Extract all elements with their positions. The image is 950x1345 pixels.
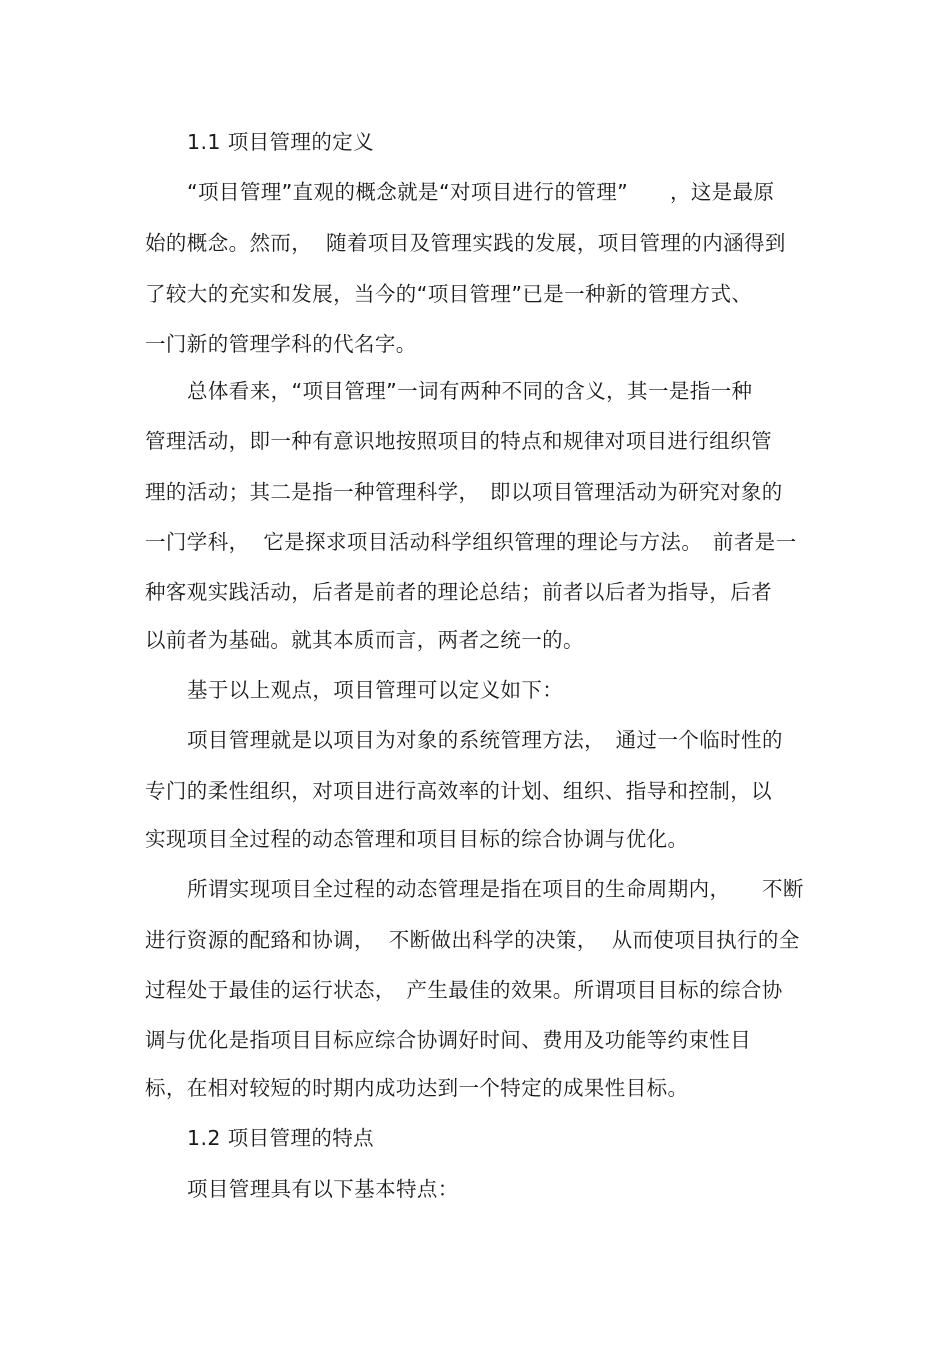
paragraph-line: 种客观实践活动，后者是前者的理论总结；前者以后者为指导，后者 (145, 580, 772, 604)
paragraph-line: 项目管理具有以下基本特点： (187, 1177, 459, 1201)
section-heading-1-2: 1.2 项目管理的特点 (187, 1126, 375, 1150)
paragraph-line: 了较大的充实和发展，当今的“项目管理”已是一种新的管理方式、 (145, 282, 753, 306)
paragraph-line: 以前者为基础。就其本质而言，两者之统一的。 (145, 628, 584, 652)
paragraph-line: 过程处于最佳的运行状态， 产生最佳的效果。所谓项目目标的综合协 (145, 978, 783, 1002)
paragraph-line: 专门的柔性组织，对项目进行高效率的计划、组织、指导和控制，以 (145, 779, 772, 803)
section-heading-1-1: 1.1 项目管理的定义 (187, 130, 375, 154)
paragraph-line: 一门学科， 它是探求项目活动科学组织管理的理论与方法。 前者是一 (145, 530, 797, 554)
paragraph-line: 实现项目全过程的动态管理和项目目标的综合协调与优化。 (145, 827, 689, 851)
paragraph-line: 管理活动，即一种有意识地按照项目的特点和规律对项目进行组织管 (145, 429, 772, 453)
paragraph-line: 进行资源的配臵和协调， 不断做出科学的决策， 从而使项目执行的全 (145, 928, 800, 952)
paragraph-line: 所谓实现项目全过程的动态管理是指在项目的生命周期内， 不断 (187, 877, 804, 901)
paragraph-line: “项目管理”直观的概念就是“对项目进行的管理” ，这是最原 (187, 180, 775, 204)
paragraph-line: 理的活动；其二是指一种管理科学， 即以项目管理活动为研究对象的 (145, 480, 783, 504)
paragraph-line: 一门新的管理学科的代名字。 (145, 332, 417, 356)
paragraph-line: 调与优化是指项目目标应综合协调好时间、费用及功能等约束性目 (145, 1028, 752, 1052)
paragraph-line: 始的概念。然而， 随着项目及管理实践的发展，项目管理的内涵得到 (145, 231, 786, 255)
paragraph-line: 项目管理就是以项目为对象的系统管理方法， 通过一个临时性的 (187, 728, 783, 752)
paragraph-line: 总体看来，“项目管理”一词有两种不同的含义，其一是指一种 (187, 379, 753, 403)
paragraph-line: 标，在相对较短的时期内成功达到一个特定的成果性目标。 (145, 1076, 689, 1100)
paragraph-line: 基于以上观点，项目管理可以定义如下： (187, 678, 564, 702)
